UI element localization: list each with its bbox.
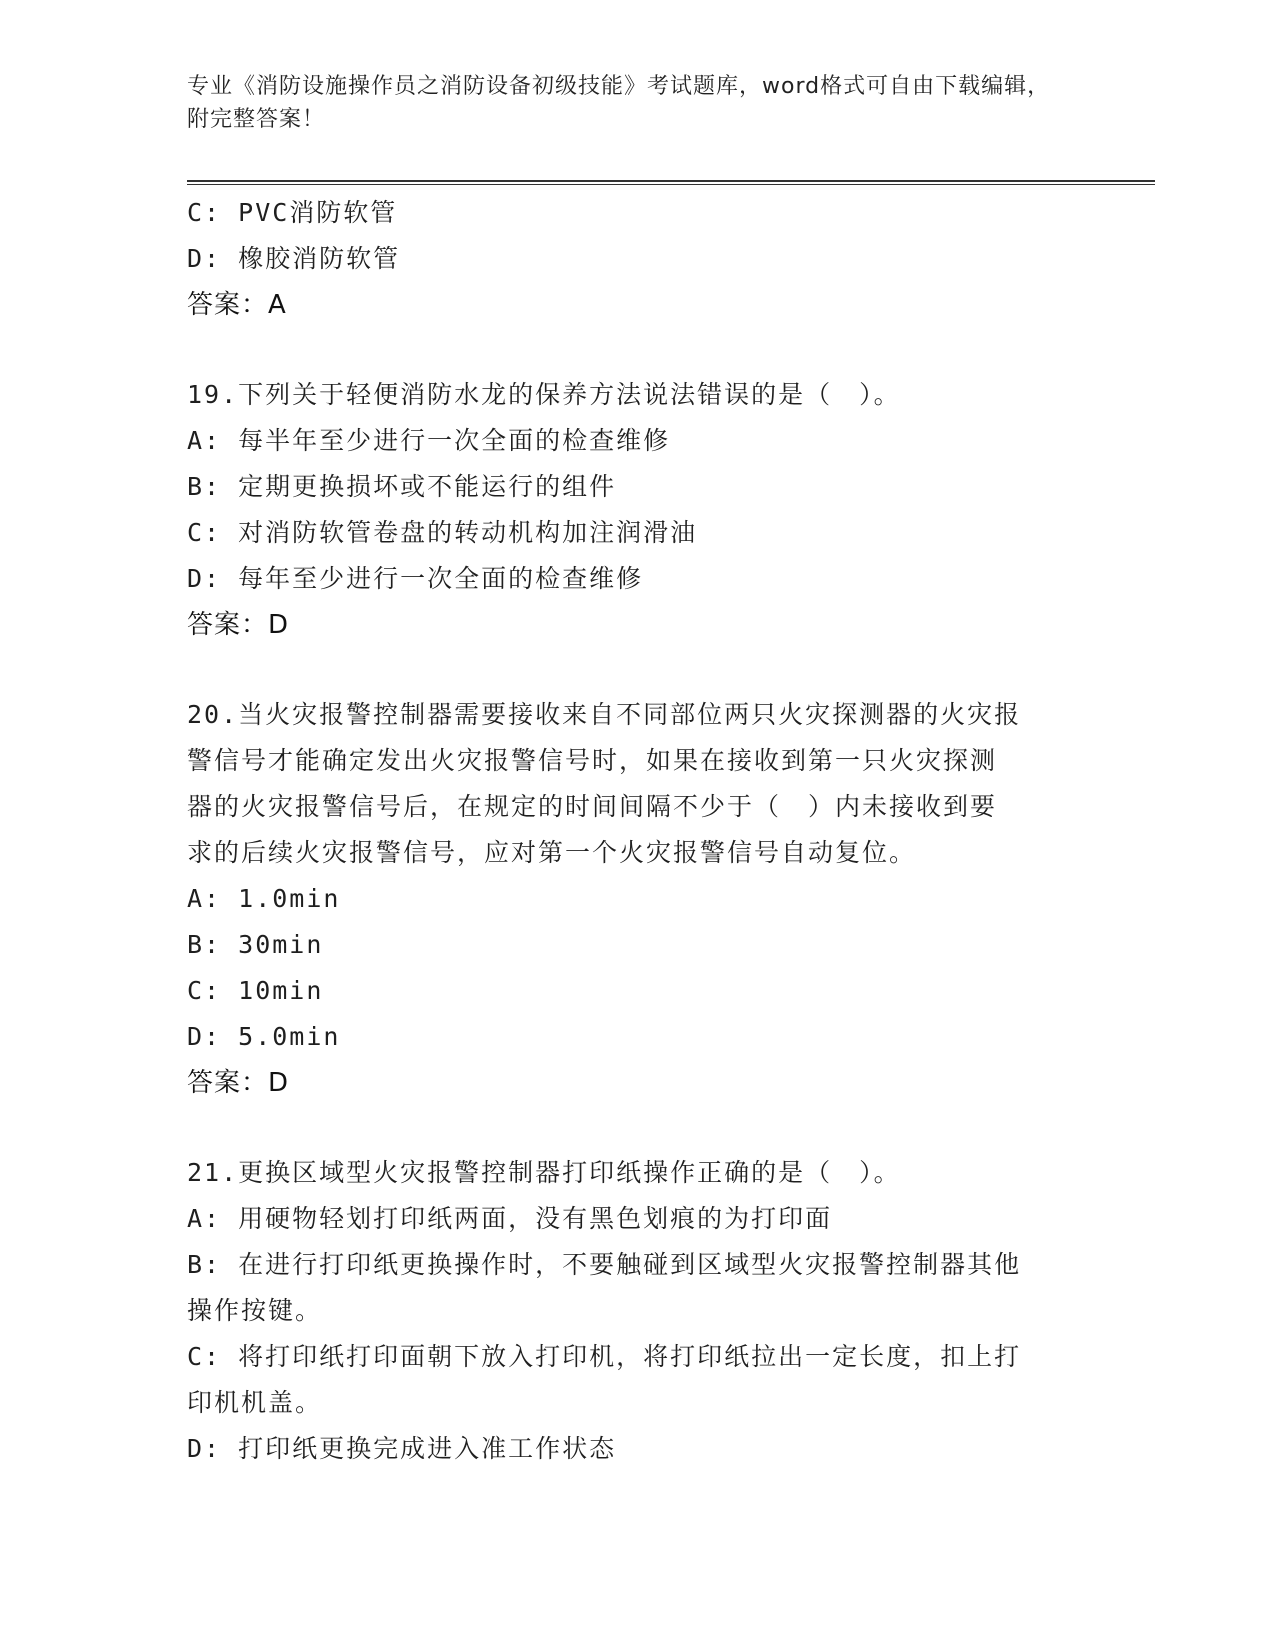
question-stem-line-1: 20.当火灾报警控制器需要接收来自不同部位两只火灾探测器的火灾报 — [187, 700, 1022, 729]
option-a: A: 每半年至少进行一次全面的检查维修 — [187, 426, 671, 455]
option-c: C: 10min — [187, 976, 324, 1005]
question-20 — [187, 692, 1087, 1106]
option-b-line-2: 操作按键。 — [187, 1296, 323, 1325]
option-c: C: PVC消防软管 — [187, 198, 398, 227]
option-d: D: 打印纸更换完成进入准工作状态 — [187, 1434, 617, 1463]
header-divider — [187, 180, 1155, 182]
option-a: A: 1.0min — [187, 884, 341, 913]
header-divider-thin — [187, 184, 1155, 185]
question-stem-line-4: 求的后续火灾报警信号，应对第一个火灾报警信号自动复位。 — [187, 838, 917, 867]
option-d: D: 橡胶消防软管 — [187, 244, 401, 273]
previous-question — [187, 190, 1087, 328]
answer: 答案：D — [187, 610, 290, 640]
question-stem: 21.更换区域型火灾报警控制器打印纸操作正确的是（ ）。 — [187, 1158, 901, 1187]
question-stem-line-3: 器的火灾报警信号后，在规定的时间间隔不少于（ ）内未接收到要 — [187, 792, 998, 821]
exam-content — [187, 190, 1087, 1472]
option-c-line-2: 印机机盖。 — [187, 1388, 323, 1417]
question-19 — [187, 372, 1087, 648]
option-b-line-1: B: 在进行打印纸更换操作时，不要触碰到区域型火灾报警控制器其他 — [187, 1250, 1022, 1279]
header-text: 专业《消防设施操作员之消防设备初级技能》考试题库，word格式可自由下载编辑，附完整答案！ — [187, 74, 1051, 132]
question-stem-line-2: 警信号才能确定发出火灾报警信号时，如果在接收到第一只火灾探测 — [187, 746, 998, 775]
option-c: C: 对消防软管卷盘的转动机构加注润滑油 — [187, 518, 698, 547]
answer: 答案：A — [187, 290, 287, 320]
option-b: B: 30min — [187, 930, 324, 959]
question-21 — [187, 1150, 1087, 1472]
option-c-line-1: C: 将打印纸打印面朝下放入打印机，将打印纸拉出一定长度，扣上打 — [187, 1342, 1022, 1371]
option-d: D: 5.0min — [187, 1022, 341, 1051]
option-d: D: 每年至少进行一次全面的检查维修 — [187, 564, 644, 593]
option-a: A: 用硬物轻划打印纸两面，没有黑色划痕的为打印面 — [187, 1204, 833, 1233]
answer: 答案：D — [187, 1068, 290, 1098]
page-header — [187, 70, 1067, 136]
question-stem: 19.下列关于轻便消防水龙的保养方法说法错误的是（ ）。 — [187, 380, 901, 409]
option-b: B: 定期更换损坏或不能运行的组件 — [187, 472, 617, 501]
